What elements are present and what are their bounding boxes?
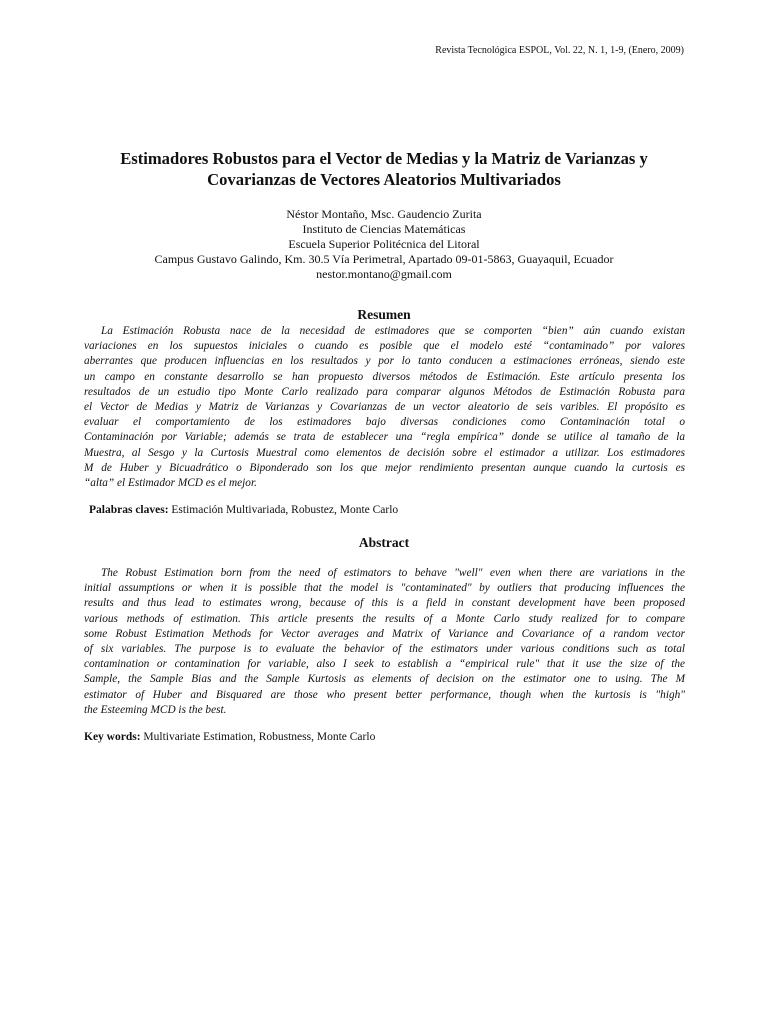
abstract-line: initial assumptions or when it is possible that the model is "contaminated" by outliers that producing influences the xyxy=(84,582,685,595)
resumen-line: “alta” el Estimador MCD es el mejor. xyxy=(84,477,257,490)
resumen-line: Muestra, al Sesgo y la Curtosis Muestral como elementos de decisión sobre el estimador a utilizar. Los estimadores xyxy=(84,446,685,459)
resumen-line: resultados de un estudio tipo Monte Carlo realizado para comparar algunos Métodos de Estimación Robusta para xyxy=(84,385,685,398)
palabras-claves-value: Estimación Multivariada, Robustez, Monte Carlo xyxy=(171,504,399,516)
resumen-line: un campo en constante desarrollo se han propuesto diversos métodos de Estimación. Este artículo presenta los xyxy=(84,370,685,383)
abstract-line: of six variables. The purpose is to evaluate the behavior of the estimators under various conditions such as total xyxy=(84,643,685,656)
key-words-value: Multivariate Estimation, Robustness, Monte Carlo xyxy=(143,731,376,743)
authors-block xyxy=(60,207,708,282)
author-institute: Instituto de Ciencias Matemáticas xyxy=(302,222,466,236)
abstract-line: the Esteeming MCD is the best. xyxy=(84,703,227,716)
abstract-line: various methods of estimation. This article presents the results of a Monte Carlo study realized for to compare xyxy=(84,612,685,625)
resumen-line: el Vector de Medias y Matriz de Varianzas y Covarianzas de un vector aleatorio de seis varibles. El propósito es xyxy=(84,401,685,414)
resumen-line: M de Huber y Bicuadrático o Biponderado son los que mejor rendimiento presentan aunque cuando la curtosis es xyxy=(84,461,685,474)
author-email[interactable]: nestor.montano@gmail.com xyxy=(316,267,452,281)
abstract-line: results and thus lead to estimates wrong, because of this is a field in constant development have been proposed xyxy=(84,597,685,610)
resumen-heading: Resumen xyxy=(357,307,411,322)
abstract-heading: Abstract xyxy=(358,535,410,550)
resumen-line: variaciones en los supuestos iniciales o cuando es posible que el modelo esté “contaminado” por valores xyxy=(84,340,685,353)
abstract-body xyxy=(84,566,685,718)
abstract-line: contamination or contamination for variable, also I seek to establish a “empirical rule" that it use the size of the xyxy=(84,658,685,671)
abstract-line: Sample, the Sample Bias and the Sample Kurtosis as elements of decision on the estimator one to using. The M xyxy=(84,673,685,686)
author-school: Escuela Superior Politécnica del Litoral xyxy=(288,237,480,251)
abstract-line: The Robust Estimation born from the need of estimators to behave "well" even when there are variations in the xyxy=(101,567,685,579)
resumen-body xyxy=(84,324,685,491)
resumen-line: aberrantes que producen influencias en los resultados y por lo tanto conducen a estimaciones erróneas, siendo este xyxy=(84,355,685,368)
journal-header: Revista Tecnológica ESPOL, Vol. 22, N. 1, 1-9, (Enero, 2009) xyxy=(435,45,684,56)
key-words-label: Key words: xyxy=(84,731,141,743)
author-names: Néstor Montaño, Msc. Gaudencio Zurita xyxy=(286,207,482,221)
key-words xyxy=(84,731,375,743)
resumen-line: Contaminación por Variable; además se trata de establecer una “regla empírica” donde se utilice al tamaño de la xyxy=(84,431,685,444)
abstract-line: some Robust Estimation Methods for Vector averages and Matrix of Variance and Covariance of a random vector xyxy=(84,627,685,640)
palabras-claves-label: Palabras claves: xyxy=(89,504,169,516)
resumen-line: evaluar el comportamiento de los estimadores bajo diversas condiciones como Contaminación total o xyxy=(84,416,685,429)
title-line: Covarianzas de Vectores Aleatorios Multivariados xyxy=(207,170,561,189)
resumen-line: La Estimación Robusta nace de la necesidad de estimadores que se comporten “bien” aún cuando existan xyxy=(101,325,685,337)
author-address: Campus Gustavo Galindo, Km. 30.5 Vía Perimetral, Apartado 09-01-5863, Guayaquil, Ecuador xyxy=(154,252,614,266)
paper-title xyxy=(80,148,688,190)
abstract-line: estimator of Huber and Bisquared are those who present better performance, though when the kurtosis is "high" xyxy=(84,688,685,701)
palabras-claves xyxy=(89,504,398,516)
title-line: Estimadores Robustos para el Vector de Medias y la Matriz de Varianzas y xyxy=(120,149,648,168)
